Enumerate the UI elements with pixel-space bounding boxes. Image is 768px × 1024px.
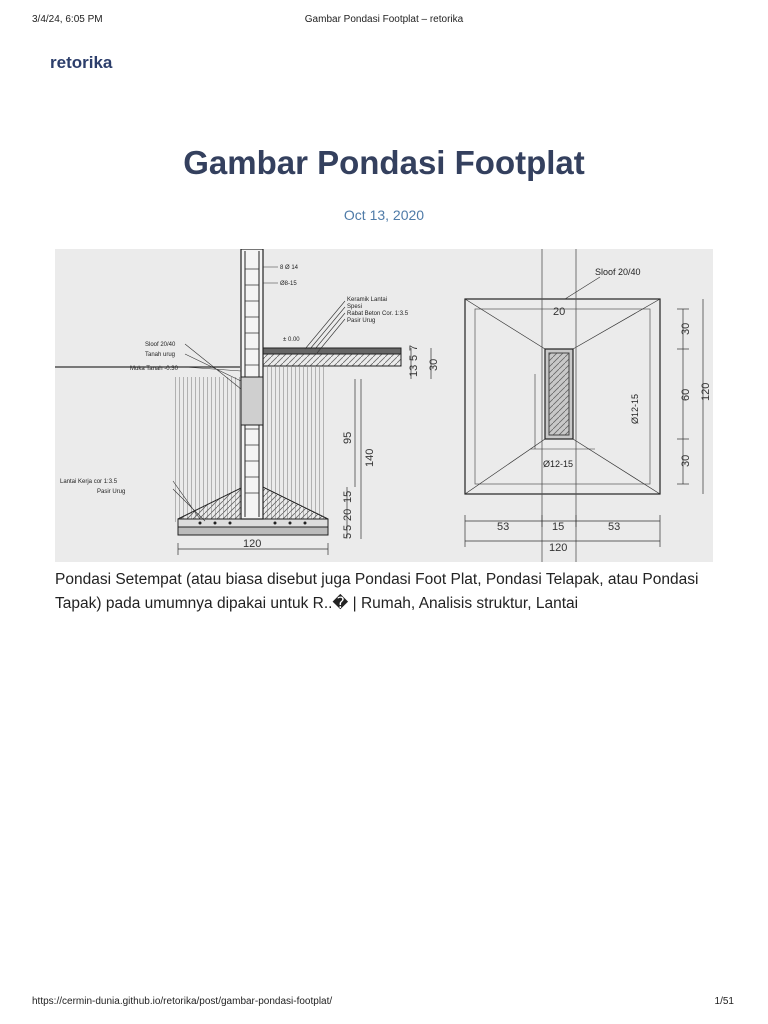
post-excerpt: Pondasi Setempat (atau biasa disebut juga Pondasi Foot Plat, Pondasi Telapak, atau Pondasi Tapak) pada umumnya dipakai untuk R..� | Rumah, Analisis struktur, Lantai: [55, 571, 699, 612]
plan-dim-30a: 30: [680, 322, 692, 335]
dim-7: 7: [408, 344, 420, 351]
dim-15: 15: [342, 490, 354, 503]
label-sloof: Sloof 20/40: [145, 342, 176, 348]
label-pasir-top: Pasir Urug: [347, 318, 376, 324]
dim-13: 13: [408, 364, 420, 377]
dim-30: 30: [428, 358, 440, 371]
print-footer: [0, 996, 768, 1010]
dim-140: 140: [364, 448, 376, 467]
print-page-number: 1/51: [714, 996, 734, 1007]
label-ceramic: Keramik Lantai: [347, 297, 388, 303]
label-spesi: Spesi: [347, 304, 363, 310]
post-title: Gambar Pondasi Footplat: [183, 144, 585, 181]
plan-label-rebar-h: Ø12-15: [543, 459, 574, 469]
label-tanah: Tanah urug: [145, 352, 176, 358]
label-zero: ± 0.00: [283, 337, 300, 343]
post-figure: [55, 249, 713, 562]
label-stirrup: Ø8-15: [280, 281, 297, 287]
print-page-title: Gambar Pondasi Footplat – retorika: [304, 14, 464, 25]
dim-20: 20: [342, 508, 354, 521]
post-date: Oct 13, 2020: [343, 207, 425, 223]
section-view: [55, 249, 440, 555]
print-url: https://cermin-dunia.github.io/retorika/post/gambar-pondasi-footplat/: [32, 996, 333, 1007]
plan-label-rebar-v: Ø12-15: [630, 393, 640, 424]
plan-dim-30b: 30: [680, 454, 692, 467]
site-name-link[interactable]: retorika: [50, 53, 113, 72]
print-date: 3/4/24, 6:05 PM: [32, 14, 103, 25]
footplat-drawing: [55, 249, 713, 562]
plan-label-col: 20: [553, 306, 566, 318]
label-pasir-bottom: Pasir Urug: [97, 489, 126, 495]
dim-5b: 5: [342, 524, 354, 531]
label-rebar-main: 8 Ø 14: [280, 265, 299, 271]
plan-dim-53a: 53: [497, 521, 510, 533]
plan-dim-15: 15: [552, 521, 565, 533]
dim-width-120: 120: [243, 538, 262, 550]
print-header: [0, 14, 768, 28]
label-lantai-kerja: Lantai Kerja cor 1:3.5: [60, 479, 118, 485]
dim-5: 5: [408, 354, 420, 361]
plan-dim-120-bottom: 120: [549, 542, 568, 554]
plan-dim-120: 120: [700, 382, 712, 401]
dim-5c: 5: [342, 532, 354, 539]
plan-dim-53b: 53: [608, 521, 621, 533]
plan-label-sloof: Sloof 20/40: [595, 267, 641, 277]
plan-dim-60: 60: [680, 388, 692, 401]
plan-view: [465, 249, 712, 562]
label-muka-tanah: Muka Tanah -0.30: [130, 366, 178, 372]
label-rabat: Rabat Beton Cor. 1:3.5: [347, 311, 409, 317]
dim-95: 95: [342, 431, 354, 444]
